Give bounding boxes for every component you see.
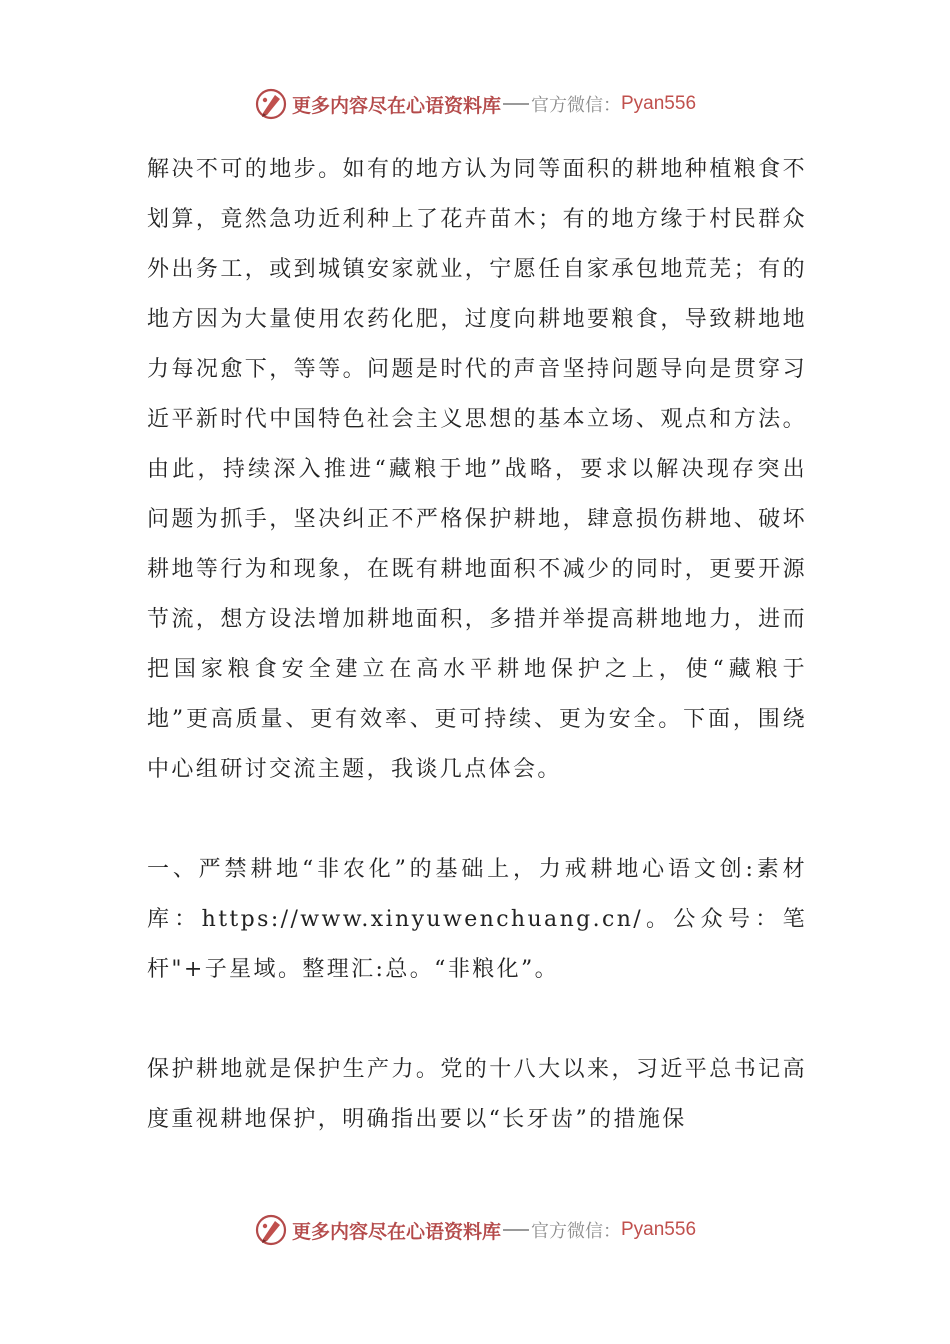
pen-nib-circle-icon <box>254 87 288 121</box>
footer-dash <box>503 1229 529 1231</box>
document-body <box>147 145 807 1145</box>
section-heading-paragraph: 一、严禁耕地“非农化”的基础上，力戒耕地心语文创:素材库：https://www.xinyuwenchuang.cn/。公众号：笔杆"+子星域。整理汇:总。“非粮化”。 <box>147 857 807 982</box>
footer-tail-text: 官方微信： <box>531 1221 621 1242</box>
header-tail-text: 官方微信： <box>531 95 621 116</box>
body-paragraph-3: 保护耕地就是保护生产力。党的十八大以来，习近平总书记高度重视耕地保护，明确指出要以“长牙齿”的措施保 <box>147 1057 807 1132</box>
pen-nib-circle-icon <box>254 1213 288 1247</box>
header-banner <box>0 84 950 124</box>
header-lead-text: 更多内容尽在心语资料库 <box>291 94 501 117</box>
footer-wechat-id: Pyan556 <box>621 1219 697 1240</box>
header-dash <box>503 103 529 105</box>
header-wechat-id: Pyan556 <box>621 93 697 114</box>
paragraph-spacer <box>147 995 807 1045</box>
footer-banner <box>0 1210 950 1250</box>
footer-lead-text: 更多内容尽在心语资料库 <box>291 1220 501 1243</box>
body-paragraph-1: 解决不可的地步。如有的地方认为同等面积的耕地种植粮食不划算，竟然急功近利种上了花卉苗木；有的地方缘于村民群众外出务工，或到城镇安家就业，宁愿任自家承包地荒芜；有的地方因为大量使用农药化肥，过度向耕地要粮食，导致耕地地力每况愈下，等等。问题是时代的声音坚持问题导向是贯穿习近平新时代中国特色社会主义思想的基本立场、观点和方法。由此，持续深入推进“藏粮于地”战略，要求以解决现存突出问题为抓手，坚决纠正不严格保护耕地，肆意损伤耕地、破坏耕地等行为和现象，在既有耕地面积不减少的同时，更要开源节流，想方设法增加耕地面积，多措并举提高耕地地力，进而把国家粮食安全建立在高水平耕地保护之上，使“藏粮于地”更高质量、更有效率、更可持续、更为安全。下面，围绕中心组研讨交流主题，我谈几点体会。 <box>147 157 807 782</box>
paragraph-spacer <box>147 795 807 845</box>
